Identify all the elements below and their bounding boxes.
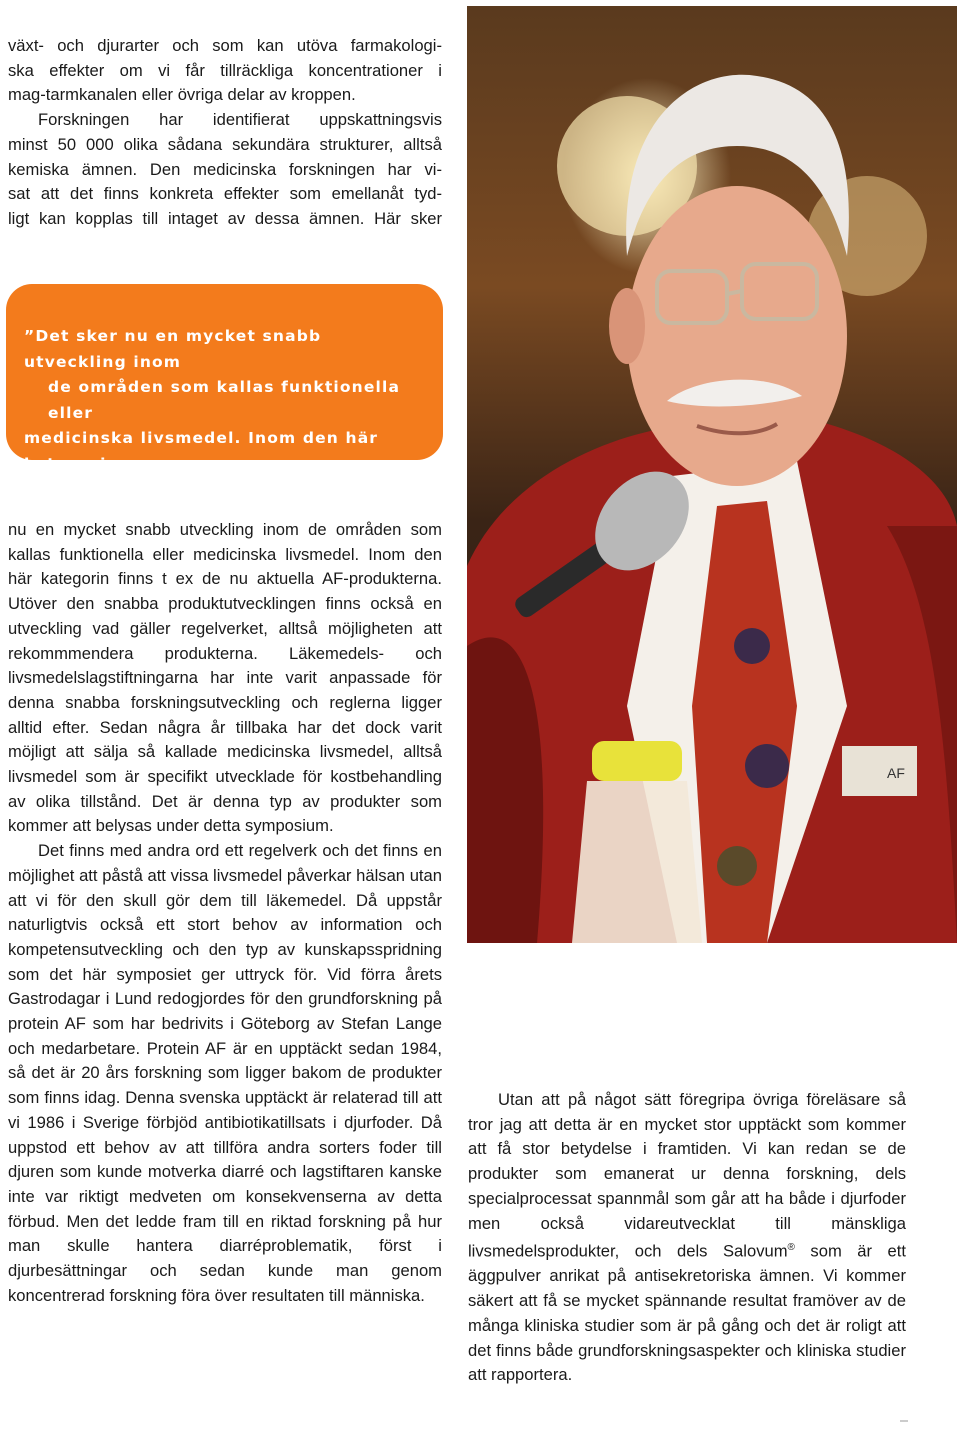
- right-column: [468, 1088, 906, 1388]
- pull-quote-line: ”Det sker nu en mycket snabb utveckling inom: [24, 327, 322, 371]
- text-span: Utan att på något sätt föregripa övriga föreläsare så tror jag att detta är en mycket stor upptäckt som kommer att få stor betydelse i framtiden. Vi kan redan se de produkter som emanerat ur denna forskning, dels specialprocessat spannmål som går att ha både i djurfoder men också vidareutvecklat till mänskliga livsmedelsprodukter, och dels Salovum: [468, 1090, 906, 1261]
- bottle: [572, 781, 702, 943]
- pull-quote-line: de områden som kallas funktionella eller: [48, 378, 401, 422]
- speaker-photo: [467, 6, 957, 943]
- intro-line: Forskningen har identifierat uppskattningsvis: [38, 110, 442, 130]
- tie-pattern: [734, 628, 770, 664]
- badge-text: AF: [887, 765, 905, 781]
- intro-paragraph: [8, 34, 442, 232]
- body-paragraph: Det finns med andra ord ett regelverk och det finns en möjlighet att påstå att vissa livsmedel påverkar hälsan utan att vi för den skull gör dem till läkemedel. Då uppstår naturligtvis också ett stort behov av information och kompetensutveckling och den typ av kunskapsspridning som det här symposiet ger uttryck för. Vid förra årets Gastrodagar i Lund redogjordes för den grundforskning på protein AF som har bedrivits i Göteborg av Stefan Lange och medarbetare. Protein AF är en upptäckt sedan 1984, så det är 20 års forskning som ligger bakom de produkter som finns idag. Denna svenska upptäckt är relaterad till att vi 1986 i Sverige förbjöd antibiotikatillsats i djurfoder. Då uppstod ett behov av att tillföra andra sorters foder till djuren som kunde motverka diarré och lagstiftaren kanske inte var riktigt medveten om konsekvenserna av detta förbud. Men det ledde fram till en riktad forskning på hur man skulle hantera diarréproblematik, först i djurbesättningar och sedan kunde man genom koncentrerad forskning föra över resultaten till människa.: [8, 841, 442, 1305]
- tie-pattern: [717, 846, 757, 886]
- speaker-illustration: [467, 6, 957, 943]
- pull-quote-line: finns t ex de nu aktuella AF-produkterna.”: [24, 480, 305, 524]
- intro-line: ska effekter om vi får tillräckliga koncentrationer i: [8, 60, 442, 80]
- face: [627, 186, 847, 486]
- pull-quote-box: [6, 284, 443, 524]
- body-paragraph: [468, 1088, 906, 1388]
- intro-line: minst 50 000 olika sådana sekundära strukturer, alltså: [8, 134, 442, 154]
- name-badge: [842, 746, 917, 796]
- intro-line: ligt kan kopplas till intaget av dessa ämnen. Här sker: [8, 208, 442, 228]
- main-column: [8, 518, 442, 1309]
- intro-line: sat att det finns konkreta effekter som emellanåt tyd-: [8, 184, 442, 204]
- body-paragraph: nu en mycket snabb utveckling inom de områden som kallas funktionella eller medicinska livsmedel. Inom den här kategorin finns t ex de nu aktuella AF-produkterna. Utöver den snabba produktutvecklingen finns också en utveckling vad gäller regelverket, alltså möjligheten att rekommmendera produkterna. Läkemedels- och livsmedelslagstiftningarna har inte varit anpassade för denna snabba forskningsutveckling och reglerna ligger alltid efter. Sedan några år tillbaka har det dock varit möjligt att sälja så kallade medicinska livsmedel, alltså livsmedel som är specifikt utvecklade för kostbehandling av olika tillstånd. Det är denna typ av produkter som kommer att belysas under detta symposium.: [8, 520, 442, 836]
- pull-quote-line: medicinska livsmedel. Inom den här kategorin: [24, 429, 379, 473]
- bottle-cap: [592, 741, 682, 781]
- tie-pattern: [745, 744, 789, 788]
- intro-line: mag-tarmkanalen eller övriga delar av kroppen.: [8, 85, 356, 105]
- registered-mark: ®: [787, 1242, 795, 1254]
- text-span: som är ett äggpulver anrikat på antisekretoriska ämnen. Vi kommer säkert att få se mycket spännande resultat framöver av de många kliniska studier som är på gång och det är roligt att det finns både grundforskningsaspekter och kliniska studier att rapportera.: [468, 1241, 906, 1385]
- page-mark: [900, 1420, 908, 1422]
- ear: [609, 288, 645, 364]
- intro-line: kemiska ämnen. Den medicinska forskningen har vi-: [8, 159, 442, 179]
- intro-line: växt- och djurarter och som kan utöva farmakologi-: [8, 36, 442, 55]
